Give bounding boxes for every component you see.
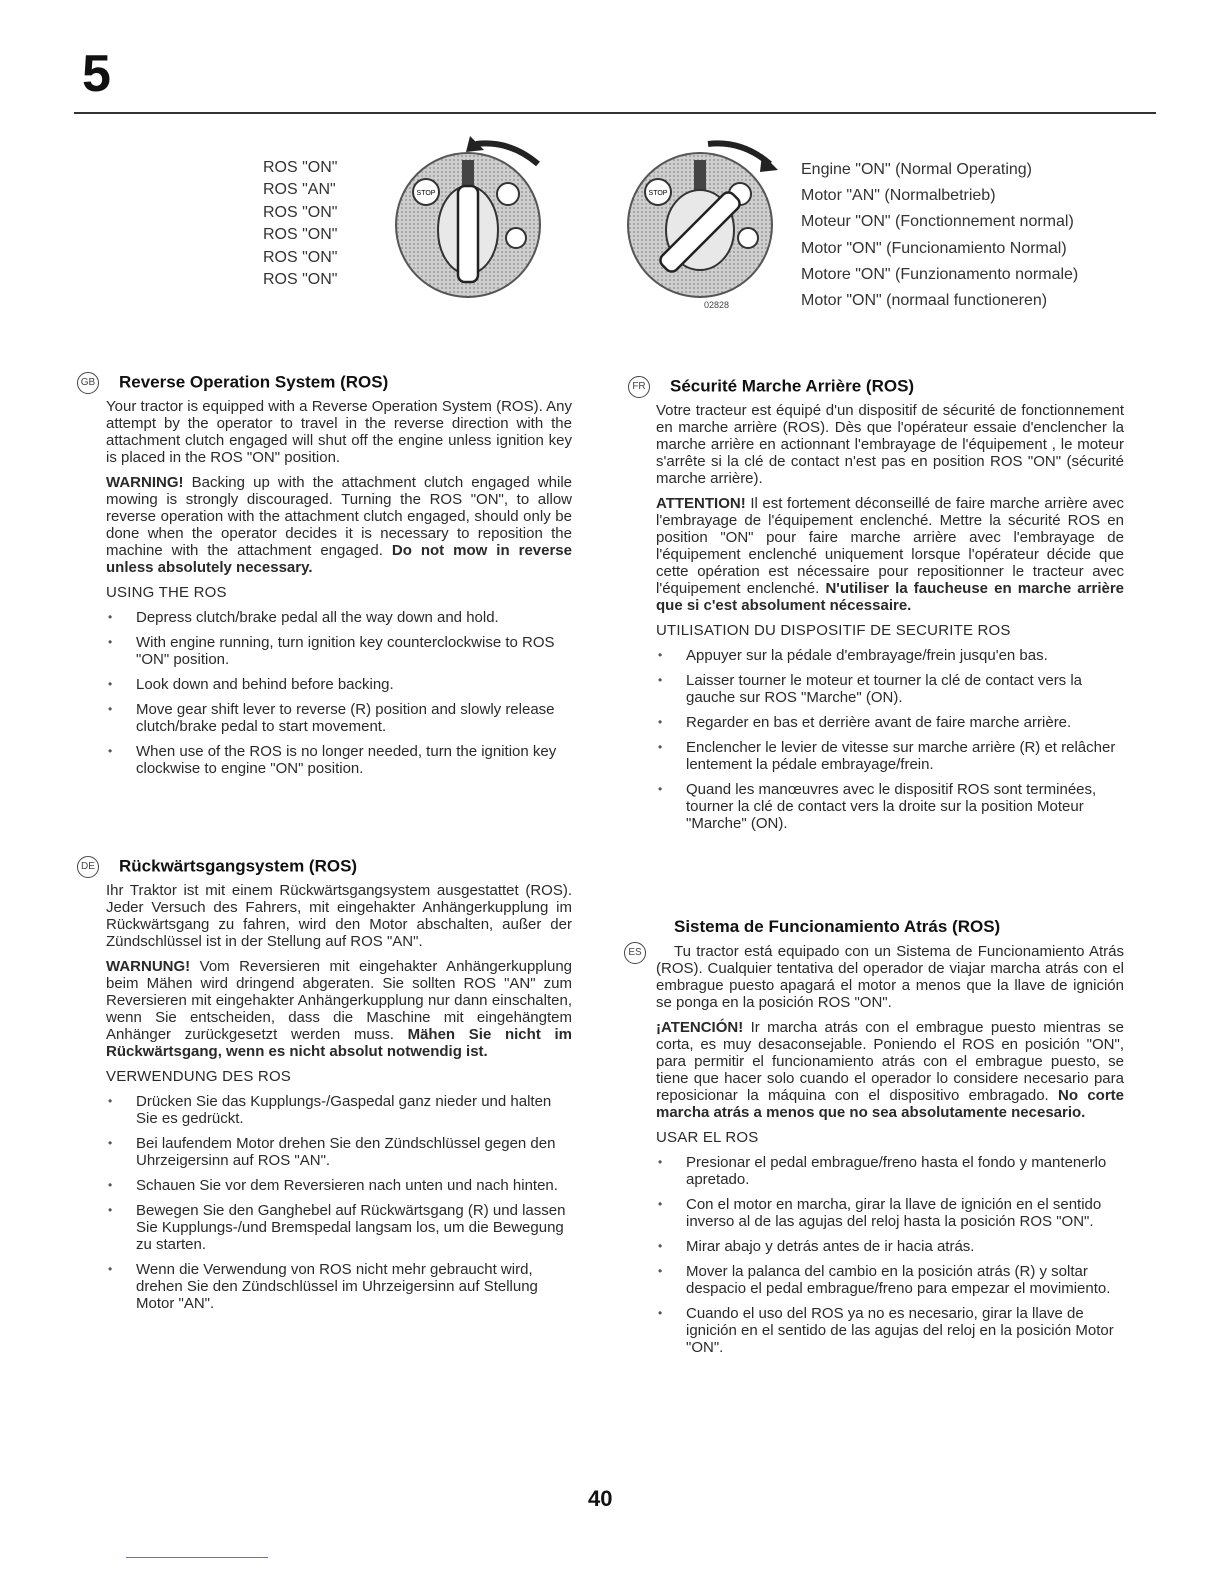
fr-warning-label: ATTENTION!: [656, 495, 746, 512]
de-warning-text: Vom Reversieren mit eingehakter Anhängerkupplung beim Mähen wird dringend abgeraten. Sie sollten ROS "AN" zum Reversieren mit eingehakter Anhängerkupplung nur dann einschalten, wenn Sie entscheiden, dass die Maschine mit eingehängtem Anhänger zurückgesetzt werden muss.: [106, 958, 572, 1043]
es-language-badge-wrap: [624, 942, 646, 964]
de-section-title: [77, 856, 357, 878]
footer-line: [126, 1557, 268, 1558]
fr-section-title: [628, 376, 914, 398]
es-using-heading: USAR EL ROS: [656, 1129, 759, 1146]
de-warning: [106, 958, 572, 1060]
gb-warning: [106, 474, 572, 576]
ros-label-list: [263, 157, 337, 291]
fr-title-text: Sécurité Marche Arrière (ROS): [670, 376, 915, 396]
gb-section-body: [106, 398, 572, 785]
de-step: • Wenn die Verwendung von ROS nicht mehr gebraucht wird, drehen Sie den Zündschlüssel im Uhrzeigersinn auf Stellung Motor "AN".: [106, 1261, 572, 1312]
fr-step: • Enclencher le levier de vitesse sur marche arrière (R) et relâcher lentement la pédale embrayage/frein.: [656, 739, 1124, 773]
de-step: • Drücken Sie das Kupplungs-/Gaspedal ganz nieder und halten Sie es gedrückt.: [106, 1093, 572, 1127]
fr-warning-text: Il est fortement déconseillé de faire marche arrière avec l'embrayage de l'équipement enclenché. Mettre la sécurité ROS en position "ON" pour faire marche arrière avec l'embrayage de l'équipement enclenché uniquement lorsque l'opérateur décide que cette opération est nécessaire pour repositionner le tracteur avec l'équipement enclenché.: [656, 495, 1124, 597]
ros-label: ROS "ON": [263, 248, 338, 266]
de-step: • Bewegen Sie den Ganghebel auf Rückwärtsgang (R) und lassen Sie Kupplungs-/und Bremspedal langsam los, um die Bewegung zu starten.: [106, 1202, 572, 1253]
de-intro: Ihr Traktor ist mit einem Rückwärtsgangsystem ausgestattet (ROS). Jeder Versuch des Fahrers, mit eingehakter Anhängerkupplung im Rückwärtsgang zu fahren, wird den Motor abschalten, außer der Zündschlüssel ist in der Stellung auf ROS "AN".: [106, 882, 572, 950]
es-step: • Mover la palanca del cambio en la posición atrás (R) y soltar despacio el pedal embrague/freno para empezar el movimiento.: [656, 1263, 1124, 1297]
gb-step: • With engine running, turn ignition key counterclockwise to ROS "ON" position.: [106, 634, 572, 668]
gb-language-badge: GB: [77, 372, 99, 394]
ros-label: ROS "ON": [263, 271, 338, 289]
engine-label-list: [801, 157, 1078, 314]
es-warning: [656, 1019, 1124, 1121]
es-step: • Cuando el uso del ROS ya no es necesario, girar la llave de ignición en el sentido de las agujas del reloj en la posición Motor "ON".: [656, 1305, 1124, 1356]
fr-language-badge: FR: [628, 376, 650, 398]
fr-intro: Votre tracteur est équipé d'un dispositif de sécurité de fonctionnement en marche arrière (ROS). Dès que l'opérateur essaie d'enclencher la marche arrière en actionnant l'embrayage de l'équipement , le moteur s'arrête si la clé de contact n'est pas en position ROS "ON" (sécurité marche arrière).: [656, 402, 1124, 487]
gb-step: • Move gear shift lever to reverse (R) position and slowly release clutch/brake pedal to start movement.: [106, 701, 572, 735]
fr-steps-list: [656, 647, 1124, 832]
fr-step: • Appuyer sur la pédale d'embrayage/frein jusqu'en bas.: [656, 647, 1124, 664]
ros-label: ROS "ON": [263, 159, 338, 176]
de-warning-bold: Mähen Sie nicht im Rückwärtsgang, wenn es nicht absolut notwendig ist.: [106, 1026, 573, 1060]
fr-step: • Quand les manœuvres avec le dispositif ROS sont terminées, tourner la clé de contact vers la droite sur la position Moteur "Marche" (ON).: [656, 781, 1124, 832]
es-section-body: [656, 943, 1124, 1364]
engine-label: Engine "ON" (Normal Operating): [801, 161, 1032, 178]
ignition-switch-engine-illustration: [612, 130, 792, 320]
es-warning-label: ¡ATENCIÓN!: [656, 1019, 744, 1036]
es-steps-list: [656, 1154, 1124, 1356]
engine-label: Motor "ON" (Funcionamiento Normal): [801, 239, 1067, 257]
fr-warning-bold: N'utiliser la faucheuse en marche arrière que si c'est absolument nécessaire.: [656, 580, 1125, 614]
de-steps-list: [106, 1093, 572, 1312]
de-step: • Bei laufendem Motor drehen Sie den Zündschlüssel gegen den Uhrzeigersinn auf ROS "AN".: [106, 1135, 572, 1169]
es-step: • Presionar el pedal embrague/freno hasta el fondo y mantenerlo apretado.: [656, 1154, 1124, 1188]
gb-step: • Depress clutch/brake pedal all the way down and hold.: [106, 609, 572, 626]
gb-warning-label: WARNING!: [106, 474, 184, 491]
fr-step: • Laisser tourner le moteur et tourner la clé de contact vers la gauche sur ROS "Marche" (ON).: [656, 672, 1124, 706]
svg-text:STOP: STOP: [648, 190, 668, 197]
gb-intro: Your tractor is equipped with a Reverse Operation System (ROS). Any attempt by the operator to travel in the reverse direction with the attachment clutch engaged will shut off the engine unless ignition key is placed in the ROS "ON" position.: [106, 398, 572, 466]
svg-text:STOP: STOP: [416, 190, 436, 197]
fr-section-body: [656, 402, 1124, 840]
engine-label: Motor "ON" (normaal functioneren): [801, 292, 1048, 310]
es-warning-bold: No corte marcha atrás a menos que no sea absolutamente necesario.: [656, 1087, 1124, 1121]
ignition-switch-ros-illustration: [380, 130, 560, 310]
es-intro: Tu tractor está equipado con un Sistema de Funcionamiento Atrás (ROS). Cualquier tentativa del operador de viajar marcha atrás con el embrague puesto apagará el motor a menos que la llave de ignición se ponga en la posición ROS "ON".: [656, 943, 1124, 1011]
gb-section-title: [77, 372, 388, 394]
engine-label: Motor "AN" (Normalbetrieb): [801, 187, 996, 205]
gb-step: • When use of the ROS is no longer needed, turn the ignition key clockwise to engine "ON" position.: [106, 743, 572, 777]
de-warning-label: WARNUNG!: [106, 958, 191, 975]
de-language-badge: DE: [77, 856, 99, 878]
gb-title-text: Reverse Operation System (ROS): [119, 372, 389, 392]
chapter-number: 5: [82, 45, 111, 103]
engine-label: Moteur "ON" (Fonctionnement normal): [801, 213, 1074, 231]
figure-code: 02828: [704, 300, 730, 310]
fr-warning: [656, 495, 1124, 614]
gb-warning-bold: Do not mow in reverse unless absolutely necessary.: [106, 542, 572, 576]
header-rule: [74, 112, 1156, 114]
gb-warning-text: Backing up with the attachment clutch engaged while mowing is strongly discouraged. Turning the ROS "ON", to allow reverse operation with the attachment clutch engaged, should only be done when the operator decides it is necessary to reposition the machine with the attachment engaged.: [106, 474, 572, 559]
page-number: 40: [588, 1486, 613, 1511]
ros-label: ROS "ON": [263, 203, 338, 221]
es-language-badge: ES: [624, 942, 646, 964]
fr-using-heading: UTILISATION DU DISPOSITIF DE SECURITE ROS: [656, 622, 1011, 639]
ros-label: ROS "ON": [263, 226, 338, 244]
es-step: • Mirar abajo y detrás antes de ir hacia atrás.: [656, 1238, 1124, 1255]
gb-using-heading: USING THE ROS: [106, 584, 227, 601]
es-section-title: Sistema de Funcionamiento Atrás (ROS): [674, 917, 1001, 936]
de-title-text: Rückwärtsgangsystem (ROS): [119, 856, 358, 876]
engine-label: Motore "ON" (Funzionamento normale): [801, 265, 1079, 283]
es-step: • Con el motor en marcha, girar la llave de ignición en el sentido inverso al de las agujas del reloj hasta la posición ROS "ON".: [656, 1196, 1124, 1230]
es-warning-text: Ir marcha atrás con el embrague puesto mientras se corta, es muy desaconsejable. Poniendo el ROS en posición "ON", para permitir el funcionamiento atrás con el embrague puesto, se tiene que hacer solo cuando el operador lo considere necesario para reposicionar la máquina con el dispositivo embragado.: [656, 1019, 1124, 1104]
gb-steps-list: [106, 609, 572, 777]
de-step: • Schauen Sie vor dem Reversieren nach unten und nach hinten.: [106, 1177, 572, 1194]
fr-step: • Regarder en bas et derrière avant de faire marche arrière.: [656, 714, 1124, 731]
ros-label: ROS "AN": [263, 181, 336, 199]
de-section-body: [106, 882, 572, 1320]
gb-step: • Look down and behind before backing.: [106, 676, 572, 693]
de-using-heading: VERWENDUNG DES ROS: [106, 1068, 292, 1085]
